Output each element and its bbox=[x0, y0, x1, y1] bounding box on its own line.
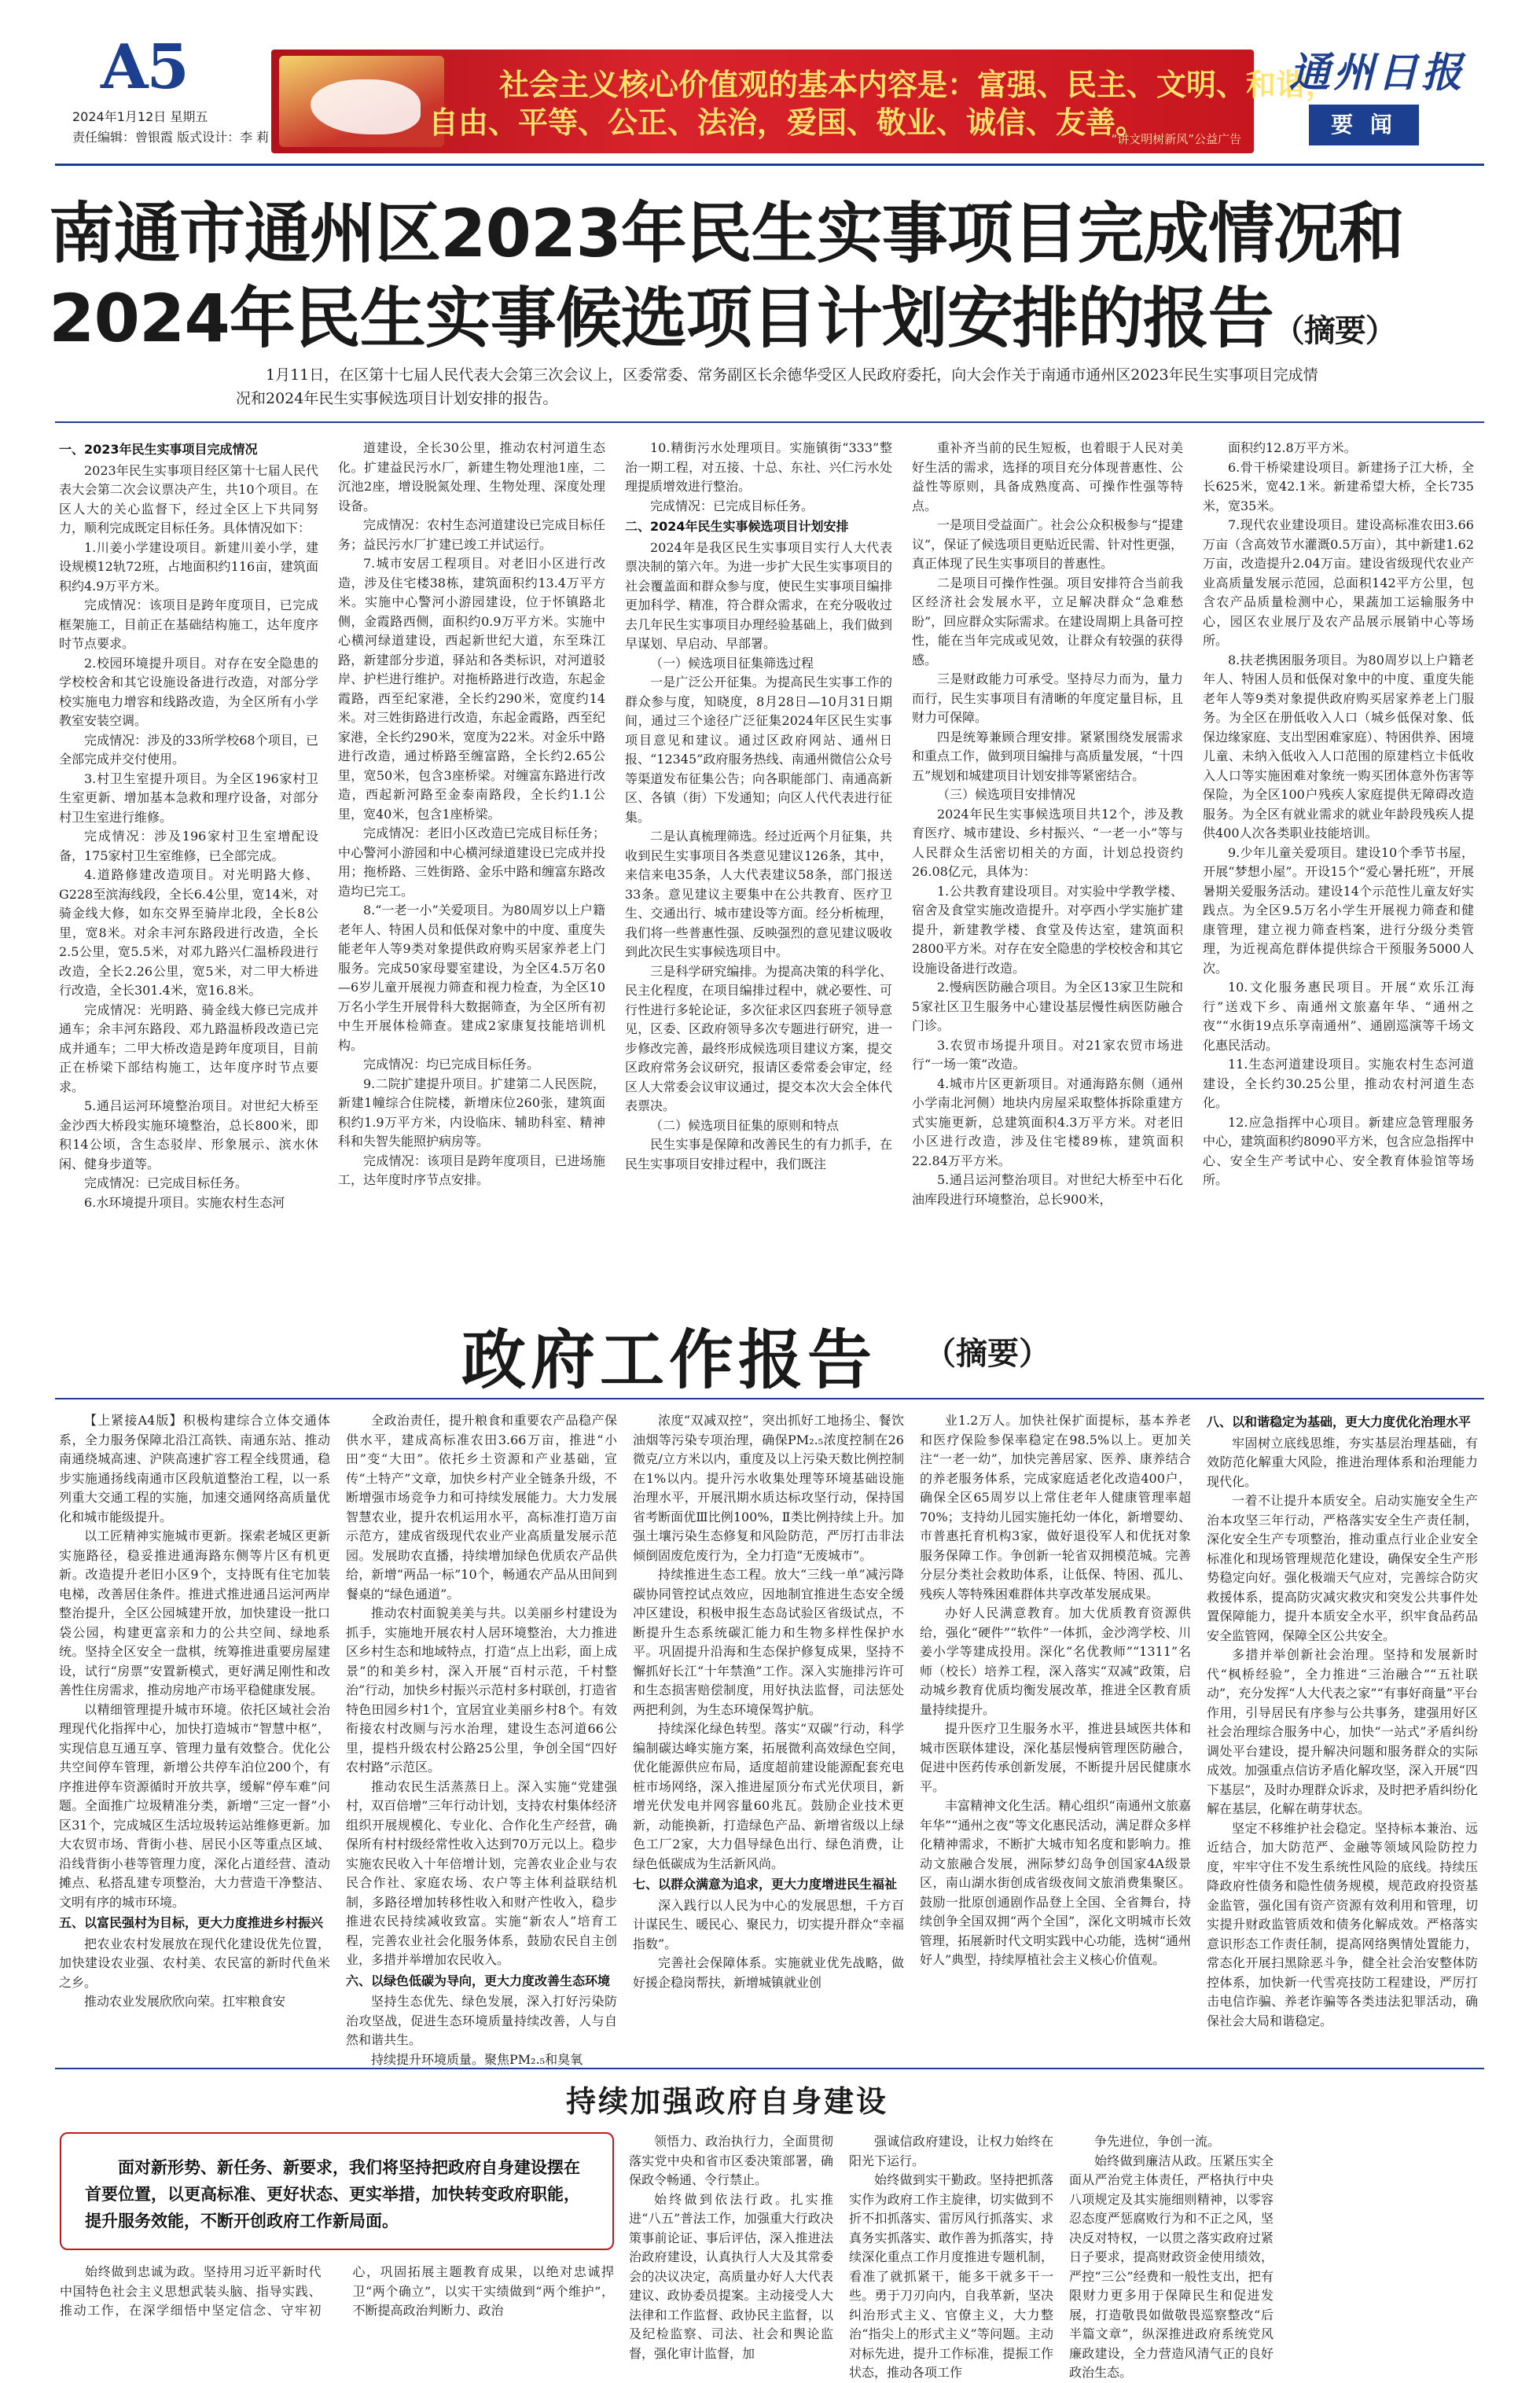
gov-column-4 bbox=[920, 1411, 1191, 2256]
public-service-banner bbox=[271, 50, 1336, 153]
self-building-subhead: 持续加强政府自身建设 bbox=[566, 2084, 889, 2119]
paragraph: 推动农业发展欣欣向荣。扛牢粮食安 bbox=[84, 1994, 286, 2009]
gov-report-title: 政府工作报告 bbox=[461, 1323, 877, 1398]
paragraph: 完成情况：该项目是跨年度项目，已进场施工，达年度时序节点安排。 bbox=[338, 1153, 605, 1187]
highlight-text: 面对新形势、新任务、新要求，我们将坚持把政府自身建设摆在首要位置，以更高标准、更好状态、更实举措，加快转变政府职能，提升服务效能，不断开创政府工作新局面。 bbox=[85, 2158, 580, 2230]
paragraph: 12.应急指挥中心项目。新建应急管理服务中心，建筑面积约8090平方米，包含应急指挥中心、安全生产考试中心、安全教育体验馆等场所。 bbox=[1203, 1114, 1474, 1187]
paragraph: 始终做到忠诚为政。坚持用习近平新时代中国特色社会主义思想武装头脑、指导实践、推动工作，在深学细悟中坚定信念、守牢初心，巩固拓展主题教育成果，以绝对忠诚捍卫“两个确立”，以实干实绩做到“两个维护”，不断提高政治判断力、政治 bbox=[60, 2264, 614, 2318]
paragraph: 2023年民生实事项目经区第十七届人民代表大会第二次会议票决产生，共10个项目。在区人大的关心监督下，经过全区上下共同努力，顺利完成既定目标任务。具体情况如下： bbox=[59, 462, 318, 535]
paragraph: 办好人民满意教育。加大优质教育资源供给，强化“硬件”“软件”一体抓，金沙湾学校、川姜小学等建成投用。深化“名优教师”“1311”名师（校长）培养工程，深入落实“双减”政策，启动城乡教育优质均衡发展改革，推进全区教育质量持续提升。 bbox=[920, 1605, 1191, 1717]
section-heading: 七、以群众满意为追求，更大力度增进民生福祉 bbox=[633, 1877, 898, 1892]
paragraph: （一）候选项目征集筛选过程 bbox=[650, 655, 814, 671]
paragraph: 5.通吕运河环境整治项目。对世纪大桥至金沙西大桥段实施环境整治，总长800米，即积14公顷，含生态驳岸、形象展示、滨水休闲、健身步道等。 bbox=[59, 1098, 318, 1171]
paragraph: 2024年是我区民生实事项目实行人大代表票决制的第六年。为进一步扩大民生实事项目的社会覆盖面和群众参与度，使民生实事项目编排更加科学、精准，符合群众需求，在充分吸收过去几年民生实事项目办理经验基础上，我们做到早谋划、早启动、早部署。 bbox=[625, 539, 892, 651]
paragraph: 三是财政能力可承受。坚持尽力而为，量力而行，民生实事项目有清晰的年度定量目标，且财力可保障。 bbox=[912, 671, 1183, 725]
paragraph: 6.水环境提升项目。实施农村生态河 bbox=[84, 1194, 285, 1210]
bottom-column-2 bbox=[849, 2132, 1053, 2380]
report-column-3 bbox=[625, 439, 892, 1304]
paragraph: 一是项目受益面广。社会公众积极参与“提建议”，保证了候选项目更贴近民需、针对性更强，真正体现了民生实事项目的普惠性。 bbox=[912, 517, 1183, 571]
paragraph: 道建设，全长30公里，推动农村河道生态化。扩建益民污水厂，新建生物处理池1座，二沉池2座，增设脱氮处理、生物处理、深度处理设备。 bbox=[338, 440, 605, 513]
banner-credit: “讲文明树新风”公益广告 bbox=[1111, 132, 1241, 146]
paragraph: 提升医疗卫生服务水平，推进县域医共体和城市医联体建设，深化基层慢病管理医防融合，促进中医药传承创新发展，不断提升居民健康水平。 bbox=[920, 1721, 1191, 1794]
paragraph: 完成情况：该项目是跨年度项目，已完成框架施工，目前正在基础结构施工，达年度序时节点要求。 bbox=[59, 598, 318, 651]
paragraph: 全政治责任，提升粮食和重要农产品稳产保供水平，建成高标准农田3.66万亩，推进“小田”变“大田”。依托乡土资源和产业基础，宣传“土特产”文章，加快乡村产业全链条升级，不断增强市场竞争力和可持续发展能力。大力发展智慧农业，提升农机运用水平，高标准打造万亩示范方，建成省级现代农业产业高质量发展示范园。发展助农直播，持续增加绿色优质农产品供给，新增“两品一标”10个，畅通农产品从田间到餐桌的“绿色通道”。 bbox=[346, 1413, 617, 1602]
paragraph: 7.城市安居工程项目。对老旧小区进行改造，涉及住宅楼38栋，建筑面积约13.4万平方米。实施中心警河小游园建设，位于怀镇路北侧，金霞路西侧，面积约0.9万平方米。实施中心横河绿道建设，西起新世纪大道，东至珠江路，新建部分步道，驿站和各类标识，对河道驳岸、护栏进行维护。对拖桥路进行改造，东起金霞路，西至纪家港，全长约290米，宽度约14米。对三姓街路进行改造，东起金霞路，西至纪家港，全长约290米，宽度为22米。对金乐中路进行改造，通过桥路至缠富路，全长约2.65公里，宽50米，包含3座桥梁。对缠富东路进行改造，西起新河路至金泰南路段，全长约1.1公里，宽40米，包含1座桥梁。 bbox=[338, 556, 605, 822]
report-column-1 bbox=[59, 439, 318, 1304]
paragraph: 一是广泛公开征集。为提高民生实事工作的群众参与度，知晓度，8月28日—10月31日期间，通过三个途径广泛征集2024年区民生实事项目意见和建议。通过区政府网站、通州日报、“12345”政府服务热线、南通州微信公众号等渠道发布征集公告；向各职能部门、南通高新区、各镇（街）下发通知；向区人代代表进行征集。 bbox=[625, 675, 892, 825]
paragraph: 多措并举创新社会治理。坚持和发展新时代“枫桥经验”，全力推进“三治融合”“五社联动”，充分发挥“人大代表之家”“有事好商量”平台作用，引导居民有序参与公共事务，建强用好区社会治理综合服务中心，加快“一站式”矛盾纠纷调处平台建设，提升解决问题和服务群众的实际成效。加强重点信访矛盾化解攻坚，深入开展“四下基层”，及时办理群众诉求，及时把矛盾纠纷化解在基层，化解在萌芽状态。 bbox=[1207, 1647, 1478, 1816]
paragraph: 坚定不移维护社会稳定。坚持标本兼治、远近结合，加大防范严、金融等领域风险防控力度，牢牢守住不发生系统性风险的底线。持续压降政府性债务和隐性债务规模，规范政府投资基金监管，强化国有资产资源有效利用和管理，切实提升财政监管质效和债务化解成效。严格落实意识形态工作责任制，提高网络舆情处置能力，常态化开展扫黑除恶斗争，健全社会治安整体防控体系，加快新一代雪亮技防工程建设，严厉打击电信诈骗、养老诈骗等各类违法犯罪活动，确保社会大局和谐稳定。 bbox=[1207, 1820, 1478, 2028]
paragraph: 持续深化绿色转型。落实“双碳”行动，科学编制碳达峰实施方案，拓展微利高效绿色空间，优化能源供应布局，适度超前建设能源配套充电桩市场网络，深入推进屋顶分布式光伏项目，新增光伏发电并网容量60兆瓦。鼓励企业技术更新，动能换新，打造绿色产品、新增省级以上绿色工厂2家，大力倡导绿色出行、绿色消费，让绿色低碳成为生活新风尚。 bbox=[633, 1721, 904, 1871]
dove-icon bbox=[311, 79, 421, 134]
paragraph: 持续推进生态工程。放大“三线一单”减污降碳协同管控试点效应，因地制宜推进生态安全缓冲区建设，积极申报生态岛试验区省级试点，不断提升生态系统碳汇能力和生物多样性保护水平。巩固提升沿海和生态保护修复成果，坚持不懈抓好长江“十年禁渔”工作。深入实施排污许可和生态损害赔偿制度，用好执法监督，司法惩处两把利剑，为生态环境保驾护航。 bbox=[633, 1567, 904, 1717]
paragraph: 把农业农村发展放在现代化建设优先位置，加快建设农业强、农村美、农民富的新时代鱼米之乡。 bbox=[59, 1936, 330, 1990]
gov-column-5 bbox=[1207, 1411, 1478, 2256]
paragraph: 8.扶老携困服务项目。为80周岁以上户籍老年人、特困人员和低保对象中的中度、重度失能老年人等9类对象提供政府购买居家养老上门服务。为全区在册低收入人口（城乡低保对象、低保边缘家庭、支出型困难家庭）、特困供养、困境儿童、未纳入低收入人口范围的原建档立卡低收入人口等实施困难对象统一购买团体意外伤害等保险，为全区100户残疾人家庭提供无障碍改造服务。为全区有就业需求的就业年龄段残疾人提供400人次各类职业技能培训。 bbox=[1203, 652, 1474, 840]
gov-column-2 bbox=[346, 1411, 617, 2256]
paragraph: 4.城市片区更新项目。对通海路东侧（通州小学南北河侧）地块内房屋采取整体拆除重建方式实施更新，总建筑面积4.3万平方米。对老旧小区进行改造，涉及住宅楼89栋，建筑面积22.84万平方米。 bbox=[912, 1076, 1183, 1168]
highlight-box bbox=[60, 2132, 614, 2250]
paragraph: 1.公共教育建设项目。对实验中学教学楼、宿舍及食堂实施改造提升。对亭西小学实施扩建提升，新建教学楼、食堂及传达室，建筑面积2800平方米。对存在安全隐患的学校校舍和其它设施设备进行改造。 bbox=[912, 883, 1183, 976]
paragraph: 7.现代农业建设项目。建设高标准农田3.66万亩（含高效节水灌溉0.5万亩），其中新建1.62万亩，改造提升2.04万亩。建设省级现代农业产业高质量发展示范园，总面积142平方公里，包含农产品质量检测中心，果蔬加工运输服务中心，园区农业展厅及农产品展示展销中心等场所。 bbox=[1203, 517, 1474, 648]
paragraph: 面积约12.8万平方米。 bbox=[1228, 440, 1357, 455]
paragraph: 完成情况：光明路、骑金线大修已完成并通车；余丰河东路段、邓九路温桥段改造已完成并通车；二甲大桥改造是跨年度项目，目前正在桥梁下部结构施工，达年度序时节点要求。 bbox=[59, 1002, 318, 1094]
paragraph: 领悟力、政治执行力，全面贯彻落实党中央和省市区委决策部署，确保政令畅通、令行禁止。 bbox=[629, 2134, 833, 2187]
section-heading: 八、以和谐稳定为基础，更大力度优化治理水平 bbox=[1207, 1414, 1472, 1429]
paragraph: （三）候选项目安排情况 bbox=[937, 787, 1076, 802]
paragraph: 始终做到实干勤政。坚持把抓落实作为政府工作主旋律，切实做到不折不扣抓落实、雷厉风行抓落实、求真务实抓落实、敢作善为抓落实，持续深化重点工作月度推进专题机制，看准了就抓紧干，能多干就多干一些。勇于刀刃向内，自我革新，坚决纠治形式主义、官僚主义，大力整治“指尖上的形式主义”等问题。主动对标先进，提升工作标准，提振工作状态，推动各项工作 bbox=[849, 2172, 1053, 2380]
section-heading: 六、以绿色低碳为导向，更大力度改善生态环境 bbox=[346, 1973, 611, 1988]
bottom-column-3 bbox=[1069, 2132, 1274, 2380]
paragraph: 10.文化服务惠民项目。开展“欢乐江海行”送戏下乡、南通州文旅嘉年华、“通州之夜”“水街19点乐享南通州”、通剧巡演等千场文化惠民活动。 bbox=[1203, 980, 1474, 1053]
paragraph: 完成情况：均已完成目标任务。 bbox=[363, 1057, 540, 1072]
flag-graphic bbox=[279, 56, 444, 147]
paragraph: 以工匠精神实施城市更新。探索老城区更新实施路径，稳妥推进通海路东侧等片区有机更新。改造提升老旧小区9个，支持既有住宅加装电梯，改善居住条件。推进式推进通吕运河两岸整治提升，全区公园城建开放，加快建设一批口袋公园，构建更富亲和力的公共空间、绿地系统。坚持全区安全一盘棋，统筹推进重要房屋建设，试行“房票”安置新模式，更好满足刚性和改善性住房需求，推动房地产市场平稳健康发展。 bbox=[59, 1528, 330, 1697]
paragraph: 2024年民生实事候选项目共12个，涉及教育医疗、城市建设、乡村振兴、“一老一小”等与人民群众生活密切相关的方面，计划总投资约26.08亿元，具体为： bbox=[912, 806, 1183, 879]
paragraph: 3.农贸市场提升项目。对21家农贸市场进行“一场一策”改造。 bbox=[912, 1037, 1183, 1072]
paragraph: 浓度“双减双控”，突出抓好工地扬尘、餐饮油烟等污染专项治理，确保PM₂.₅浓度控制在26微克/立方米以内，重度及以上污染天数比例控制在1%以内。提升污水收集处理等环境基础设施治理水平，开展汛期水质达标攻坚行动，保持国省考断面优Ⅲ比例100%，Ⅱ类比例持续上升。加强土壤污染生态修复和风险防范，严厉打击非法倾倒固废危废行为，全力打造“无废城市”。 bbox=[633, 1413, 904, 1563]
section-heading: 五、以富民强村为目标，更大力度推进乡村振兴 bbox=[59, 1915, 324, 1930]
headline-line-2 bbox=[49, 266, 1396, 361]
paragraph: 5.通吕运河整治项目。对世纪大桥至中石化油库段进行环境整治，总长900米， bbox=[912, 1172, 1183, 1207]
paragraph: 一着不让提升本质安全。启动实施安全生产治本攻坚三年行动，严格落实安全生产责任制，深化安全生产专项整治，推动重点行业企业安全标准化和现场管理规范化建设，确保安全生产形势稳定向好。强化极端天气应对，完善综合防灾救援体系，提高防灾减灾救灾和突发公共事件处置保障能力，提升本质安全水平，织牢食品药品安全监管网，保障全区公共安全。 bbox=[1207, 1493, 1478, 1643]
paragraph: 【上紧接A4版】积极构建综合立体交通体系，全力服务保障北沿江高铁、南通东站、推动南通绕城高速、沪陕高速扩容工程全线贯通，稳步实施通扬线南通市区段航道整治工程，以一系列重大交通工程的实施，加速交通网络高质量优化和城市能级提升。 bbox=[59, 1413, 330, 1524]
paragraph: 完成情况：已完成目标任务。 bbox=[650, 498, 814, 513]
paragraph: 强诚信政府建设，让权力始终在阳光下运行。 bbox=[849, 2134, 1053, 2168]
paragraph: 推动农村面貌美美与共。以美丽乡村建设为抓手，实施地开展农村人居环境整治，大力推进区乡村生态和地域特点，打造“点上出彩，面上成景”的和美乡村，深入开展“百村示范，千村整治”行动，加快乡村振兴示范村多村联创，打造省特色田园乡村1个，宜居宜业美丽乡村8个。有效衔接农村改厕与污水治理，建设生态河道66公里，提档升级农村公路25公里，争创全国“四好农村路”示范区。 bbox=[346, 1605, 617, 1774]
gov-column-1 bbox=[59, 1411, 330, 2256]
paragraph: 2.慢病医防融合项目。为全区13家卫生院和5家社区卫生服务中心建设基层慢性病医防融合门诊。 bbox=[912, 980, 1183, 1033]
paragraph: 完善社会保障体系。实施就业优先战略，做好援企稳岗帮扶，新增城镇就业创 bbox=[633, 1955, 904, 1990]
section-heading: 二、2024年民生实事候选项目计划安排 bbox=[625, 519, 849, 534]
issue-date: 2024年1月12日 星期五 bbox=[72, 109, 208, 124]
banner-line-1: 社会主义核心价值观的基本内容是：富强、民主、文明、和谐， bbox=[499, 68, 1336, 102]
paragraph: 争先进位，争创一流。 bbox=[1094, 2134, 1221, 2149]
report-column-5 bbox=[1203, 439, 1474, 1304]
paragraph: 业1.2万人。加快社保扩面提标，基本养老和医疗保险参保率稳定在98.5%以上。更加关注“一老一幼”，加快完善居家、医养、康养结合的养老服务体系，完成家庭适老化改造400户，确保全区65周岁以上常住老年人健康管理率超70%；支持幼儿园实施托幼一体化，新增婴幼、市普惠托育机构3家，做好退役军人和优抚对象服务保障工作。争创新一轮省双拥模范城。完善分层分类社会救助体系，让低保、特困、孤儿、残疾人等特殊困难群体共享改革发展成果。 bbox=[920, 1413, 1191, 1602]
paragraph: 6.骨干桥梁建设项目。新建扬子江大桥，全长625米，宽42.1米。新建希望大桥，全长735米，宽35米。 bbox=[1203, 459, 1474, 513]
paragraph: 二是认真梳理筛选。经过近两个月征集，共收到民生实事项目各类意见建议126条，其中，来信来电35条，人大代表建议58条，部门报送33条。意见建议主要集中在公共教育、医疗卫生、交通出行、城市建设等方面。经分析梳理，我们将一些普惠性强、反映强烈的意见建议吸收到此次民生实事候选项目中。 bbox=[625, 829, 892, 959]
section-heading: 一、2023年民生实事项目完成情况 bbox=[59, 442, 258, 457]
title-rule bbox=[55, 421, 1484, 423]
bottom-column-0 bbox=[60, 2263, 614, 2365]
paragraph: 坚持生态优先、绿色发展，深入打好污染防治攻坚战，促进生态环境质量持续改善，人与自然和谐共生。 bbox=[346, 1994, 617, 2047]
paragraph: 8.“一老一小”关爱项目。为80周岁以上户籍老年人、特困人员和低保对象中的中度、重度失能老年人等9类对象提供政府购买居家养老上门服务。完成50家母婴室建设，为全区4.5万名0—6岁儿童开展视力筛查和视力检查，为全区10万名小学生开展骨科大数据筛查，为全区所有初中生开展体检筛查。建成2家康复技能培训机构。 bbox=[338, 903, 605, 1053]
header-rule bbox=[55, 164, 1484, 166]
paragraph: 11.生态河道建设项目。实施农村生态河道建设，全长约30.25公里，推动农村河道生态化。 bbox=[1203, 1057, 1474, 1110]
paragraph: 持续提升环境质量。聚焦PM₂.₅和臭氧 bbox=[371, 2051, 583, 2067]
paragraph: 完成情况：已完成目标任务。 bbox=[84, 1175, 248, 1190]
newspaper-logo: 通州日报 bbox=[1289, 49, 1466, 97]
paragraph: 1.川姜小学建设项目。新建川姜小学，建设规模12轨72班，占地面积约116亩，建筑面积约4.9万平方米。 bbox=[59, 539, 318, 594]
paragraph: 推动农民生活蒸蒸日上。深入实施“党建强村，双百倍增”三年行动计划，支持农村集体经济组织开展规模化、专业化、合作化生产经营，确保所有村村级经常性收入达到70万元以上。稳步实施农民收入十年倍增计划，完善农业企业与农民合作社、家庭农场、农户等主体利益联结机制，多路径增加转移性收入和财产性收入，稳步推进农民持续减收致富。实施“新农人”培育工程，完善农业社会化服务体系，鼓励农民自主创业，多措并举增加农民收入。 bbox=[346, 1778, 617, 1967]
section-label: 要 闻 bbox=[1309, 105, 1419, 145]
paragraph: 二是项目可操作性强。项目安排符合当前我区经济社会发展水平，立足解决群众“急难愁盼”，回应群众实际需求。在建设周期上具备可控性，能在当年完成或见效，让群众有较强的获得感。 bbox=[912, 575, 1183, 667]
paragraph: 10.精街污水处理项目。实施镇街“333”整治一期工程，对五接、十总、东社、兴仁污水处理提质增效进行整治。 bbox=[625, 440, 892, 494]
paragraph: 始终做到依法行政。扎实推进“八五”普法工作，加强重大行政决策事前论证、事后评估，深入推进法治政府建设，认真执行人大及其常委会的决议决定，高质量办好人大代表建议、政协委员提案。主动接受人大法律和工作监督、政协民主监督，以及纪检监察、司法、社会和舆论监督，强化审计监督，加 bbox=[629, 2191, 833, 2361]
editors-line: 责任编辑：曾银霞 版式设计：李 莉 bbox=[72, 130, 270, 145]
lead-paragraph: 1月11日，在区第十七届人民代表大会第三次会议上，区委常委、常务副区长余德华受区人民政府委托，向大会作关于南通市通州区2023年民生实事项目完成情况和2024年民生实事候选项目计划安排的报告。 bbox=[236, 366, 1318, 407]
report-column-4 bbox=[912, 439, 1183, 1304]
paragraph: 完成情况：老旧小区改造已完成目标任务；中心警河小游园和中心横河绿道建设已完成并投用；拖桥路、三姓街路、金乐中路和缠富东路改造均已完工。 bbox=[338, 826, 605, 899]
paragraph: 3.村卫生室提升项目。为全区196家村卫生室更新、增加基本急救和理疗设备，对部分村卫生室进行维修。 bbox=[59, 770, 318, 825]
paragraph: 以精细管理提升城市环境。依托区域社会治理现代化指挥中心，加快打造城市“智慧中枢”，实现信息互通互享、管理力量有效整合。优化公共空间停车管理，新增公共停车泊位200个，有序推进停车资源循时开放共享，缓解“停车难”问题。全面推广垃圾精准分类，新增“三定一督”小区31个，完成城区生活垃圾转运站维修更新。加大农贸市场、背街小巷、居民小区等重点区域、沿线背街小巷等管理力度，深化占道经营、渣动摊点、私搭乱建专项整治，大力营造干净整洁、文明有序的城市环境。 bbox=[59, 1701, 330, 1910]
paragraph: 三是科学研究编排。为提高决策的科学化、民主化程度，在项目编排过程中，就必要性、可行性进行多轮论证，多次征求区四套班子领导意见，区委、区政府领导多次专题进行研究，进一步修改完善，最终形成候选项目建议方案，提交区政府常务会议研究，报请区委常委会审定，经区人大常委会议审议通过，提交本次大会全体代表票决。 bbox=[625, 963, 892, 1113]
paragraph: 完成情况：涉及的33所学校68个项目，已全部完成并交付使用。 bbox=[59, 732, 318, 767]
paragraph: 9.少年儿童关爱项目。建设10个季节书屋，开展“梦想小屋”。开设15个“爱心暑托班”，开展暑期关爱服务活动。建设14个示范性儿童友好实践点。为全区9.5万名小学生开展视力筛查和健康管理，建立视力筛查档案，进行分级分类管理，为近视高危群体提供综合干预服务5000人次。 bbox=[1203, 844, 1474, 976]
headline-line-2-text: 2024年民生实事候选项目计划安排的报告 bbox=[49, 280, 1274, 357]
paragraph: 深入践行以人民为中心的发展思想，千方百计谋民生、暖民心、聚民力，切实提升群众“幸福指数”。 bbox=[633, 1897, 904, 1951]
paragraph: （二）候选项目征集的原则和特点 bbox=[650, 1117, 840, 1133]
banner-line-2: 自由、平等、公正、法治，爱国、敬业、诚信、友善。 bbox=[428, 105, 1146, 140]
paragraph: 牢固树立底线思维，夯实基层治理基础，有效防范化解重大风险，推进治理体系和治理能力现代化。 bbox=[1207, 1435, 1478, 1489]
headline-line-1: 南通市通州区2023年民生实事项目完成情况和 bbox=[49, 195, 1404, 272]
gov-title-rule bbox=[55, 1398, 1484, 1399]
paragraph: 2.校园环境提升项目。对存在安全隐患的学校校舍和其它设施设备进行改造，对部分学校实施电力增容和线路改造，为全区所有小学教室安装空调。 bbox=[59, 655, 318, 728]
paragraph: 重补齐当前的民生短板，也着眼于人民对美好生活的需求，选择的项目充分体现普惠性、公益性等原则，具备成熟度高、可操作性强等特点。 bbox=[912, 440, 1183, 513]
headline-suffix: （摘要） bbox=[1273, 313, 1396, 349]
page-number: A5 bbox=[101, 31, 188, 103]
paragraph: 丰富精神文化生活。精心组织“南通州文旅嘉年华”“通州之夜”等文化惠民活动，满足群众多样化精神需求，不断扩大城市知名度和影响力。推动文旅融合发展，洲际梦幻岛争创国家4A级景区，南山湖水街创成省级夜间文旅消费集聚区。鼓励一批原创通剧作品登上全国、全省舞台，持续创争全国双拥“两个全国”，深化文明城市长效管理，拓展新时代文明实践中心功能，选树“通州好人”典型，持续厚植社会主义核心价值观。 bbox=[920, 1798, 1191, 1967]
paragraph: 4.道路修建改造项目。对光明路大修、G228至滨海线段，全长6.4公里，宽14米，对骑金线大修，如东交界至骑岸北段，全长8公里，宽8米。对余丰河东路段进行改造，全长2.5公里，宽5.5米，对邓九路兴仁温桥段进行改造，全长2.26公里，宽5米，对二甲大桥进行改造，全长301.4米，宽16.8米。 bbox=[59, 867, 318, 998]
paragraph: 始终做到廉洁从政。压紧压实全面从严治党主体责任，严格执行中央八项规定及其实施细则精神，以零容忍态度严惩腐败行为和不正之风，坚决反对特权，一以贯之落实政府过紧日子要求，提高财政资金使用绩效，严控“三公”经费和一般性支出，把有限财力更多用于保障民生和促进发展，打造敬畏如做敬畏巡察整改“后半篇文章”，纵深推进政府系统党风廉政建设，全力营造风清气正的良好政治生态。 bbox=[1069, 2153, 1274, 2380]
bottom-column-1 bbox=[629, 2132, 833, 2368]
paragraph: 四是统筹兼顾合理安排。紧紧围绕发展需求和重点工作，做到项目编排与高质量发展，“十四五”规划和城建项目计划安排等紧密结合。 bbox=[912, 729, 1183, 783]
paragraph: 9.二院扩建提升项目。扩建第二人民医院，新建1幢综合住院楼，新增床位260张，建筑面积约1.9万平方米，内设临床、辅助科室、精神科和失智失能照护病房等。 bbox=[338, 1076, 605, 1149]
bottom-rule bbox=[55, 2068, 1484, 2069]
paragraph: 完成情况：涉及196家村卫生室增配设备，175家村卫生室维修，已全部完成。 bbox=[59, 829, 318, 863]
paragraph: 完成情况：农村生态河道建设已完成目标任务；益民污水厂扩建已竣工并试运行。 bbox=[338, 517, 605, 552]
gov-column-3 bbox=[633, 1411, 904, 2256]
report-column-2 bbox=[338, 439, 605, 1304]
paragraph: 民生实事是保障和改善民生的有力抓手，在民生实事项目安排过程中，我们既注 bbox=[625, 1137, 892, 1171]
gov-report-suffix: （摘要） bbox=[924, 1336, 1050, 1372]
